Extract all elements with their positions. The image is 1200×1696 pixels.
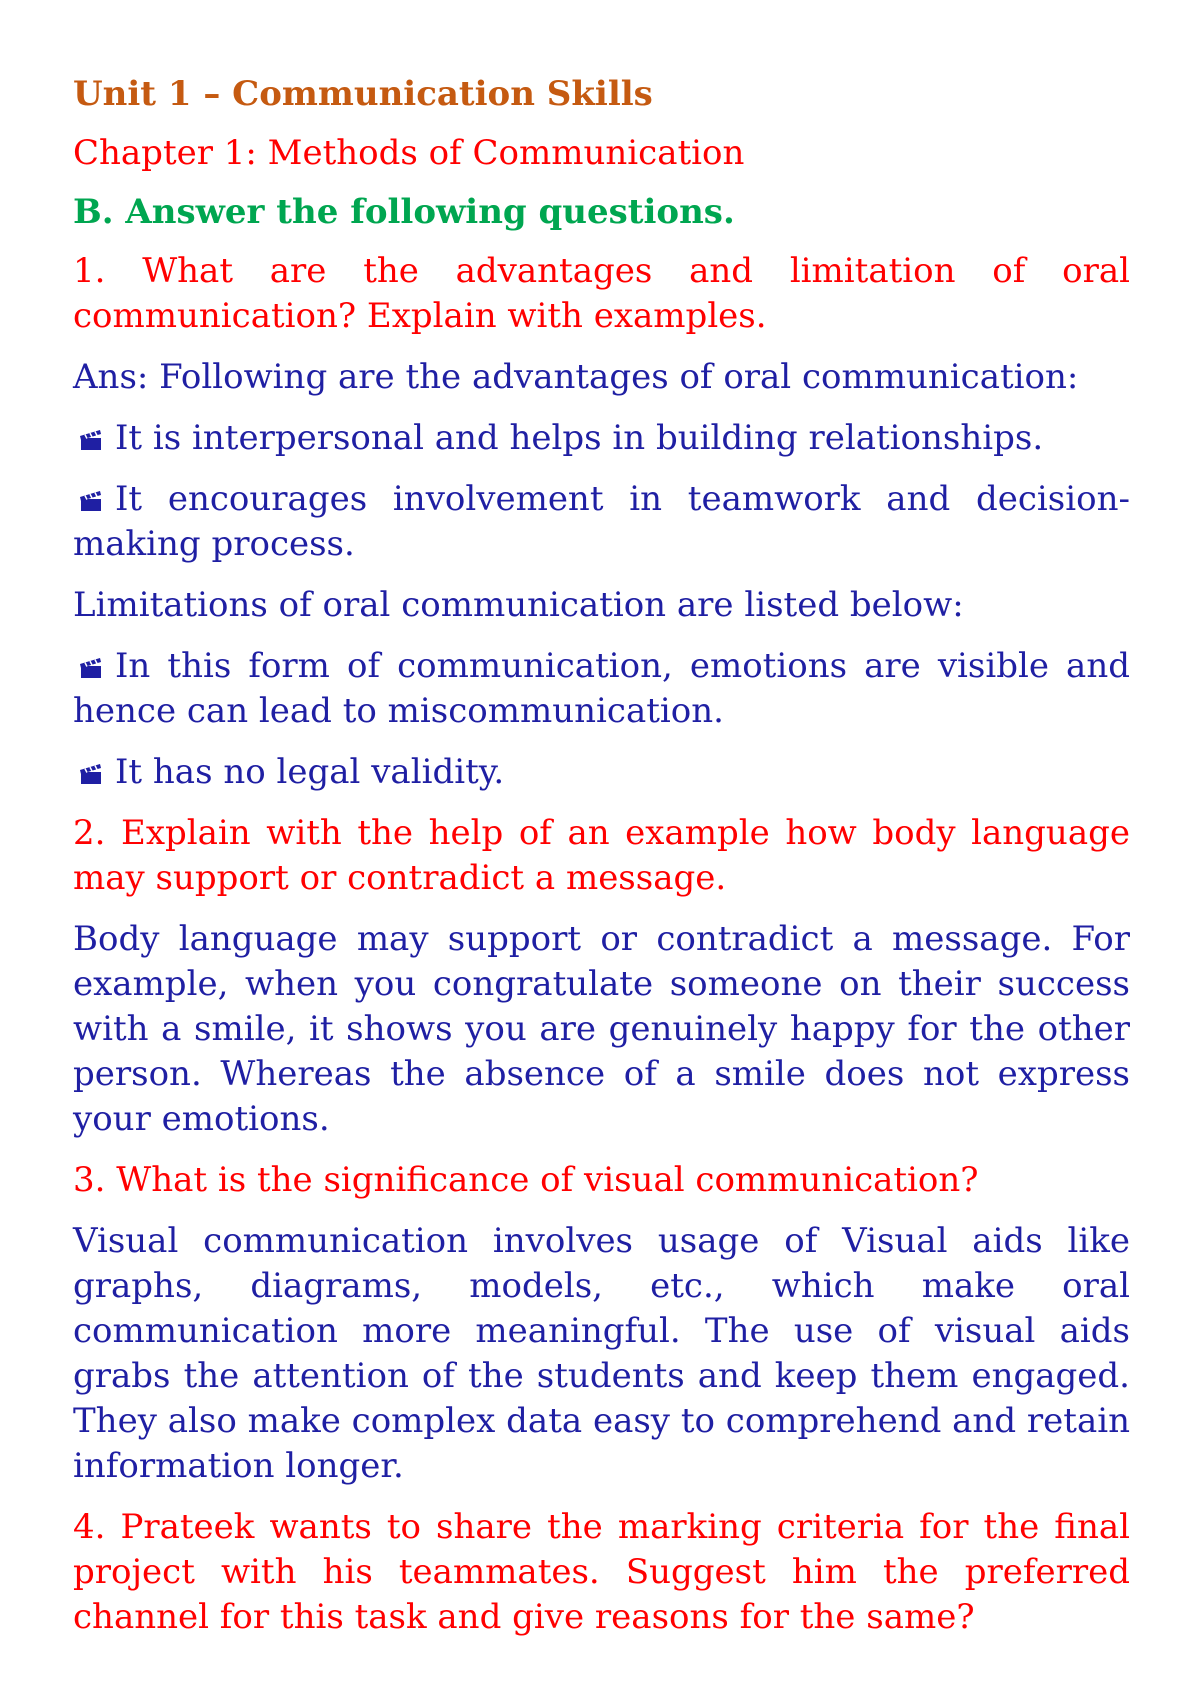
bullet-item xyxy=(73,644,1130,734)
bullet-text: In this form of communication, emotions are visible and hence can lead to miscommunication. xyxy=(73,646,1130,731)
limitations-intro: Limitations of oral communication are listed below: xyxy=(73,585,964,625)
chapter-title: Chapter 1: Methods of Communication xyxy=(73,133,745,173)
question-4: 4. Prateek wants to share the marking criteria for the final project with his teammates. Suggest him the preferred channel for this task and give reasons for the same? xyxy=(73,1507,1130,1637)
question-2: 2. Explain with the help of an example how body language may support or contradict a message. xyxy=(73,813,1130,898)
bullet-text: It has no legal validity. xyxy=(115,752,505,792)
bullet-item xyxy=(73,477,1130,567)
question-1: 1. What are the advantages and limitation of oral communication? Explain with examples. xyxy=(73,251,1130,336)
clapperboard-icon xyxy=(79,429,103,451)
question-3: 3. What is the significance of visual communication? xyxy=(73,1160,979,1200)
answer-1-intro: Ans: Following are the advantages of oral communication: xyxy=(73,357,1079,397)
bullet-text: It is interpersonal and helps in building relationships. xyxy=(115,418,1044,458)
unit-title: Unit 1 – Communication Skills xyxy=(73,74,653,114)
bullet-item xyxy=(73,750,1130,795)
answer-2: Body language may support or contradict a message. For example, when you congratulate someone on their success with a smile, it shows you are genuinely happy for the other person. Whereas the absence of a smile does not express your emotions. xyxy=(73,919,1130,1139)
bullet-item xyxy=(73,416,1130,461)
clapperboard-icon xyxy=(79,657,103,679)
bullet-text: It encourages involvement in teamwork and decision-making process. xyxy=(73,479,1130,564)
clapperboard-icon xyxy=(79,763,103,785)
answer-3: Visual communication involves usage of Visual aids like graphs, diagrams, models, etc., which make oral communication more meaningful. The use of visual aids grabs the attention of the students and keep them engaged. They also make complex data easy to comprehend and retain information longer. xyxy=(73,1221,1130,1486)
section-title: B. Answer the following questions. xyxy=(73,192,735,232)
clapperboard-icon xyxy=(79,490,103,512)
